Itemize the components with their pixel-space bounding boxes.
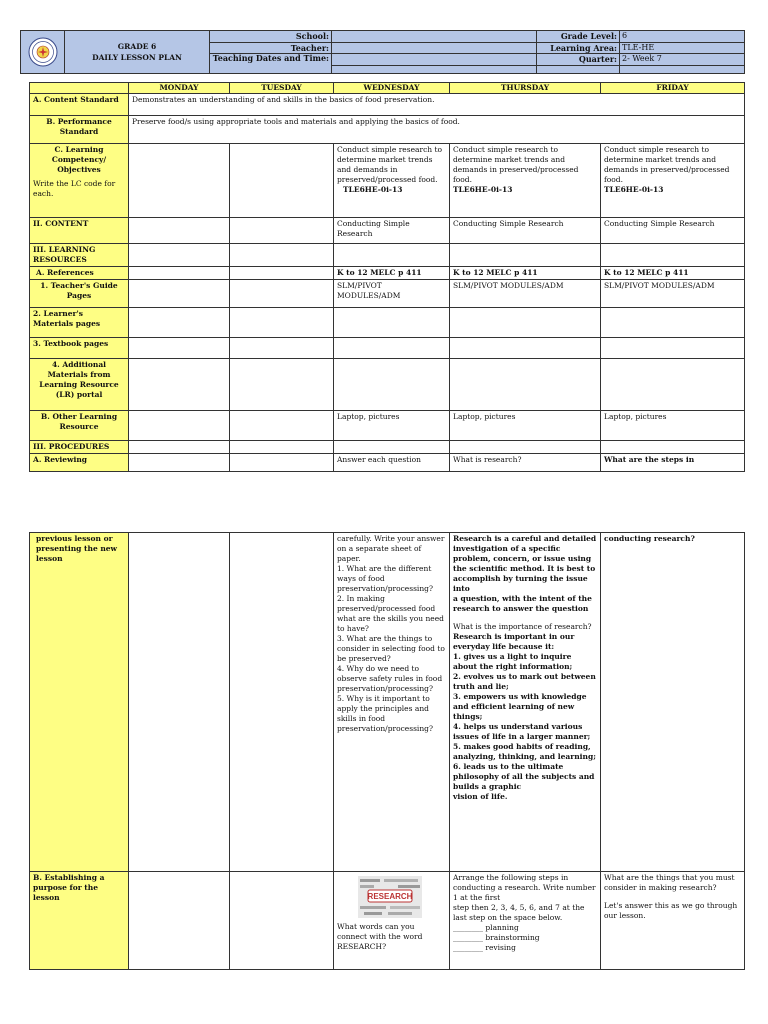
school-field[interactable] — [332, 31, 537, 43]
other-resource-label: B. Other Learning Resource — [30, 411, 129, 441]
quarter-field[interactable]: 2- Week 7 — [620, 54, 745, 66]
thursday-textbook[interactable] — [450, 338, 601, 359]
lesson-plan-table-continued — [29, 532, 745, 970]
competency-label: C. Learning Competency/ Objectives — [51, 145, 107, 174]
wednesday-teachers-guide: SLM/PIVOT MODULES/ADM — [334, 280, 450, 308]
reviewing-cont-label: previous lesson or presenting the new lesson — [30, 533, 129, 872]
grade-level-label: Grade Level: — [537, 31, 620, 43]
competency-text: Conduct simple research to determine market trends and demands in preserved/processed food. — [337, 145, 443, 184]
header-spacer — [620, 65, 745, 73]
grade-level-field[interactable]: 6 — [620, 31, 745, 43]
tuesday-additional[interactable] — [230, 359, 334, 411]
wednesday-purpose — [334, 872, 450, 970]
wednesday-learners-materials[interactable] — [334, 308, 450, 338]
monday-other-resource[interactable] — [129, 411, 230, 441]
references-label: A. References — [30, 267, 129, 280]
thursday-content: Conducting Simple Research — [450, 218, 601, 244]
tuesday-reviewing-cont[interactable] — [230, 533, 334, 872]
thursday-other-resource: Laptop, pictures — [450, 411, 601, 441]
deped-seal-logo — [28, 37, 58, 67]
empty-cell — [601, 441, 745, 454]
header-spacer — [537, 65, 620, 73]
thursday-teachers-guide: SLM/PIVOT MODULES/ADM — [450, 280, 601, 308]
day-header-thursday: THURSDAY — [450, 83, 601, 94]
research-word-cloud-image — [358, 876, 422, 918]
importance-question: What is the importance of research? — [453, 622, 592, 631]
empty-cell — [230, 244, 334, 267]
performance-standard-label: B. Performance Standard — [30, 116, 129, 144]
empty-cell — [450, 244, 601, 267]
additional-materials-label: 4. Additional Materials from Learning Resource (LR) portal — [30, 359, 129, 411]
dates-label: Teaching Dates and Time: — [210, 54, 332, 74]
research-definition: Research is a careful and detailed investigation of a specific problem, concern, or issue using the scientific method. It is best to accomplish by turning the issue into a question, with the intent of the research to answer the question — [453, 534, 597, 613]
empty-cell — [129, 244, 230, 267]
teacher-field[interactable] — [332, 42, 537, 54]
tuesday-references[interactable] — [230, 267, 334, 280]
wednesday-reviewing: Answer each question — [334, 454, 450, 472]
friday-other-resource: Laptop, pictures — [601, 411, 745, 441]
importance-answer: Research is important in our everyday life because it: 1. gives us a light to inquire about the right information; 2. evolves us to mark out between truth and lie; 3. empowers us with knowledge and efficient learning of new things; 4. helps us understand various issues of life in a larger manner; 5. makes good habits of reading, analyzing, thinking, and learning; 6. leads us to the ultimate philosophy of all the subjects and builds a graphic vision of life. — [453, 632, 596, 801]
competency-code: TLE6HE-0i-13 — [604, 185, 664, 194]
friday-references: K to 12 MELC p 411 — [601, 267, 745, 280]
tuesday-competency[interactable] — [230, 144, 334, 218]
friday-content: Conducting Simple Research — [601, 218, 745, 244]
monday-competency[interactable] — [129, 144, 230, 218]
friday-purpose — [601, 872, 745, 970]
considerations-question: What are the things that you must consider in making research? — [604, 873, 735, 892]
dates-field-2[interactable] — [332, 65, 537, 73]
wednesday-references: K to 12 MELC p 411 — [334, 267, 450, 280]
monday-reviewing-cont[interactable] — [129, 533, 230, 872]
wednesday-textbook[interactable] — [334, 338, 450, 359]
thursday-additional[interactable] — [450, 359, 601, 411]
wednesday-review-questions: carefully. Write your answer on a separate sheet of paper. 1. What are the different ways of food preservation/processing? 2. In making preserved/processed food what are the skills you need to have? 3. What are the things to consider in selecting food to be preserved? 4. Why do we need to observe safety rules in food preservation/processing? 5. Why is it important to apply the principles and skills in food preservation/processing? — [334, 533, 450, 872]
thursday-arrange-steps: Arrange the following steps in conducting a research. Write number 1 at the first step then 2, 3, 4, 5, 6, and 7 at the last step on the space below. ________ planning ________ brainstorming ________ revising — [450, 872, 601, 970]
content-standard-text: Demonstrates an understanding of and skills in the basics of food preservation. — [129, 94, 745, 116]
day-header-wednesday: WEDNESDAY — [334, 83, 450, 94]
dlp-title: DAILY LESSON PLAN — [92, 53, 182, 62]
thursday-reviewing: What is research? — [450, 454, 601, 472]
word-association-prompt: What words can you connect with the word RESEARCH? — [337, 922, 423, 951]
procedures-label: III. PROCEDURES — [30, 441, 129, 454]
quarter-label: Quarter: — [537, 54, 620, 66]
monday-content[interactable] — [129, 218, 230, 244]
tuesday-learners-materials[interactable] — [230, 308, 334, 338]
teacher-label: Teacher: — [210, 42, 332, 54]
wednesday-competency — [334, 144, 450, 218]
day-header-monday: MONDAY — [129, 83, 230, 94]
monday-purpose[interactable] — [129, 872, 230, 970]
performance-standard-text: Preserve food/s using appropriate tools and materials and applying the basics of food. — [129, 116, 745, 144]
friday-learners-materials[interactable] — [601, 308, 745, 338]
learning-resources-label: III. LEARNING RESOURCES — [30, 244, 129, 267]
deped-logo-cell — [21, 31, 65, 74]
competency-text: Conduct simple research to determine market trends and demands in preserved/processed food. — [604, 145, 730, 184]
grade-title: GRADE 6 — [117, 42, 157, 51]
empty-cell — [601, 244, 745, 267]
competency-text: Conduct simple research to determine market trends and demands in preserved/processed food. — [453, 145, 579, 184]
lesson-plan-table — [29, 82, 745, 472]
thursday-competency — [450, 144, 601, 218]
learning-area-label: Learning Area: — [537, 42, 620, 54]
competency-code: TLE6HE-0i-13 — [343, 185, 403, 194]
tuesday-content[interactable] — [230, 218, 334, 244]
establishing-purpose-label: B. Establishing a purpose for the lesson — [30, 872, 129, 970]
monday-references[interactable] — [129, 267, 230, 280]
empty-cell — [129, 441, 230, 454]
empty-cell — [334, 441, 450, 454]
corner-cell — [30, 83, 129, 94]
competency-note: Write the LC code for each. — [33, 179, 116, 198]
tuesday-teachers-guide[interactable] — [230, 280, 334, 308]
plan-title — [65, 31, 210, 74]
monday-additional[interactable] — [129, 359, 230, 411]
friday-reviewing: What are the steps in — [601, 454, 745, 472]
empty-cell — [230, 441, 334, 454]
empty-cell — [334, 244, 450, 267]
friday-teachers-guide: SLM/PIVOT MODULES/ADM — [601, 280, 745, 308]
content-label: II. CONTENT — [30, 218, 129, 244]
research-image-word: RESEARCH — [367, 892, 413, 901]
friday-textbook[interactable] — [601, 338, 745, 359]
day-header-tuesday: TUESDAY — [230, 83, 334, 94]
day-header-friday: FRIDAY — [601, 83, 745, 94]
tuesday-textbook[interactable] — [230, 338, 334, 359]
empty-cell — [450, 441, 601, 454]
monday-textbook[interactable] — [129, 338, 230, 359]
thursday-references: K to 12 MELC p 411 — [450, 267, 601, 280]
wednesday-other-resource: Laptop, pictures — [334, 411, 450, 441]
monday-reviewing[interactable] — [129, 454, 230, 472]
lesson-intro: Let's answer this as we go through our lesson. — [604, 901, 738, 920]
friday-additional[interactable] — [601, 359, 745, 411]
competency-code: TLE6HE-0i-13 — [453, 185, 513, 194]
wednesday-additional[interactable] — [334, 359, 450, 411]
reviewing-label: A. Reviewing — [30, 454, 129, 472]
content-standard-label: A. Content Standard — [30, 94, 129, 116]
lesson-plan-header — [20, 30, 745, 74]
friday-reviewing-cont: conducting research? — [601, 533, 745, 872]
teachers-guide-label: 1. Teacher's Guide Pages — [30, 280, 129, 308]
friday-competency — [601, 144, 745, 218]
learners-materials-label: 2. Learner's Materials pages — [30, 308, 129, 338]
monday-learners-materials[interactable] — [129, 308, 230, 338]
competency-label-cell — [30, 144, 129, 218]
school-label: School: — [210, 31, 332, 43]
tuesday-other-resource[interactable] — [230, 411, 334, 441]
thursday-learners-materials[interactable] — [450, 308, 601, 338]
wednesday-content: Conducting Simple Research — [334, 218, 450, 244]
tuesday-reviewing[interactable] — [230, 454, 334, 472]
learning-area-field[interactable]: TLE-HE — [620, 42, 745, 54]
tuesday-purpose[interactable] — [230, 872, 334, 970]
textbook-label: 3. Textbook pages — [30, 338, 129, 359]
thursday-research-definition — [450, 533, 601, 872]
dates-field[interactable] — [332, 54, 537, 66]
monday-teachers-guide[interactable] — [129, 280, 230, 308]
